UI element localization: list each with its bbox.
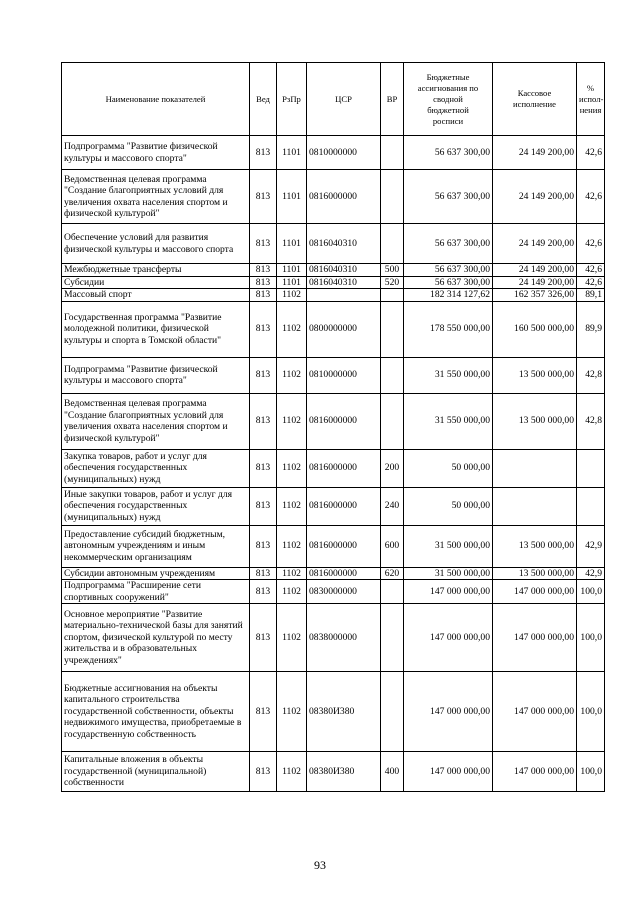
row-vr [381,136,404,170]
row-name: Подпрограмма "Развитие физической культуры и массового спорта" [62,357,250,393]
row-rzpr: 1102 [277,449,307,487]
row-pct: 42,6 [577,276,605,289]
header-budget-line: ассигнования по [417,82,479,93]
table-row [62,487,605,525]
row-budget: 147 000 000,00 [404,752,493,792]
row-pct: 42,8 [577,393,605,449]
row-budget: 56 637 300,00 [404,264,493,277]
row-budget: 31 500 000,00 [404,567,493,580]
row-vr [381,301,404,357]
row-rzpr: 1101 [277,264,307,277]
row-ved: 813 [250,170,277,224]
row-budget: 147 000 000,00 [404,580,493,604]
table-row [62,170,605,224]
row-pct: 100,0 [577,672,605,752]
row-budget: 182 314 127,62 [404,289,493,302]
budget-execution-table [61,62,605,792]
row-pct [577,449,605,487]
row-rzpr: 1102 [277,289,307,302]
row-vr: 240 [381,487,404,525]
row-cash: 13 500 000,00 [493,525,577,567]
row-name: Бюджетные ассигнования на объекты капитального строительства государственной собственности, объекты недвижимого имущества, приобретаемые в государственную собственность [62,672,250,752]
header-cash [493,63,577,136]
row-rzpr: 1102 [277,604,307,672]
row-ved: 813 [250,672,277,752]
row-name: Государственная программа "Развитие молодежной политики, физической культуры и спорта в Томской области" [62,301,250,357]
header-budget-line: бюджетной [427,104,469,115]
row-vr [381,604,404,672]
row-cash: 13 500 000,00 [493,393,577,449]
row-ved: 813 [250,449,277,487]
row-name: Ведомственная целевая программа "Создание благоприятных условий для увеличения охвата населения спортом и физической культурой" [62,170,250,224]
row-name: Подпрограмма "Развитие физической культуры и массового спорта" [62,136,250,170]
row-budget: 50 000,00 [404,449,493,487]
row-budget: 147 000 000,00 [404,672,493,752]
header-name: Наименование показателей [62,63,250,136]
row-ved: 813 [250,276,277,289]
header-budget-line: Бюджетные [426,71,470,82]
row-pct: 42,8 [577,357,605,393]
table-row [62,136,605,170]
row-cash [493,449,577,487]
row-rzpr: 1102 [277,393,307,449]
row-name: Подпрограмма "Расширение сети спортивных сооружений" [62,580,250,604]
row-vr [381,357,404,393]
row-vr: 620 [381,567,404,580]
row-rzpr: 1102 [277,567,307,580]
table-row [62,567,605,580]
row-csr: 0838000000 [307,604,381,672]
table-row [62,752,605,792]
row-vr [381,580,404,604]
row-ved: 813 [250,136,277,170]
row-pct: 42,6 [577,136,605,170]
row-csr: 0816000000 [307,393,381,449]
row-name: Межбюджетные трансферты [62,264,250,277]
row-csr: 0816040310 [307,276,381,289]
row-rzpr: 1101 [277,224,307,264]
table-row [62,393,605,449]
page-number: 93 [314,858,326,872]
header-pct [577,63,605,136]
header-vr: ВР [381,63,404,136]
row-cash: 24 149 200,00 [493,224,577,264]
header-pct-line: испол- [579,93,604,104]
row-csr: 0816000000 [307,487,381,525]
row-cash: 24 149 200,00 [493,264,577,277]
row-cash: 24 149 200,00 [493,276,577,289]
row-vr: 520 [381,276,404,289]
row-csr [307,289,381,302]
header-csr: ЦСР [307,63,381,136]
row-ved: 813 [250,487,277,525]
table-row [62,525,605,567]
header-pct-line: нения [579,104,602,115]
row-name: Ведомственная целевая программа "Создание благоприятных условий для увеличения охвата населения спортом и физической культурой" [62,393,250,449]
row-budget: 178 550 000,00 [404,301,493,357]
row-rzpr: 1102 [277,672,307,752]
row-ved: 813 [250,580,277,604]
row-csr: 0810000000 [307,357,381,393]
row-ved: 813 [250,393,277,449]
row-cash: 13 500 000,00 [493,357,577,393]
row-vr: 600 [381,525,404,567]
header-pct-line: % [586,82,595,93]
row-ved: 813 [250,604,277,672]
row-name: Закупка товаров, работ и услуг для обеспечения государственных (муниципальных) нужд [62,449,250,487]
row-pct: 42,6 [577,264,605,277]
row-vr: 500 [381,264,404,277]
row-cash: 24 149 200,00 [493,136,577,170]
row-cash: 162 357 326,00 [493,289,577,302]
row-ved: 813 [250,289,277,302]
row-budget: 56 637 300,00 [404,224,493,264]
row-csr: 0816000000 [307,525,381,567]
row-vr [381,289,404,302]
row-name: Массовый спорт [62,289,250,302]
row-cash: 147 000 000,00 [493,672,577,752]
row-pct: 42,6 [577,170,605,224]
row-rzpr: 1101 [277,136,307,170]
header-budget [404,63,493,136]
header-budget-line: росписи [432,115,464,126]
header-cash-line: исполнение [513,99,556,109]
row-cash [493,487,577,525]
row-rzpr: 1101 [277,276,307,289]
header-rzpr: РзПр [277,63,307,136]
row-rzpr: 1101 [277,170,307,224]
row-budget: 147 000 000,00 [404,604,493,672]
row-cash: 24 149 200,00 [493,170,577,224]
row-csr: 0816000000 [307,567,381,580]
row-name: Капитальные вложения в объекты государственной (муниципальной) собственности [62,752,250,792]
row-csr: 0800000000 [307,301,381,357]
row-budget: 56 637 300,00 [404,136,493,170]
row-name: Основное мероприятие "Развитие материально-технической базы для занятий спортом, физической культурой по месту жительства и в образовательных учреждениях" [62,604,250,672]
row-pct: 42,9 [577,525,605,567]
table-row [62,672,605,752]
table-row [62,357,605,393]
row-cash: 13 500 000,00 [493,567,577,580]
row-rzpr: 1102 [277,525,307,567]
row-pct: 42,9 [577,567,605,580]
row-pct: 42,6 [577,224,605,264]
row-pct [577,487,605,525]
row-vr [381,170,404,224]
row-name: Субсидии автономным учреждениям [62,567,250,580]
row-ved: 813 [250,525,277,567]
header-budget-line: сводной [433,93,463,104]
row-vr [381,393,404,449]
row-budget: 31 550 000,00 [404,393,493,449]
row-vr: 400 [381,752,404,792]
row-ved: 813 [250,752,277,792]
table-row [62,301,605,357]
row-name: Обеспечение условий для развития физической культуры и массового спорта [62,224,250,264]
row-cash: 160 500 000,00 [493,301,577,357]
row-csr: 08380И380 [307,752,381,792]
row-name: Иные закупки товаров, работ и услуг для обеспечения государственных (муниципальных) нужд [62,487,250,525]
row-rzpr: 1102 [277,487,307,525]
table-row [62,264,605,277]
row-budget: 56 637 300,00 [404,276,493,289]
row-ved: 813 [250,224,277,264]
table-row [62,604,605,672]
row-name: Предоставление субсидий бюджетным, автономным учреждениям и иным некоммерческим организациям [62,525,250,567]
row-pct: 89,9 [577,301,605,357]
row-csr: 0816040310 [307,224,381,264]
row-ved: 813 [250,264,277,277]
table-row [62,580,605,604]
row-budget: 50 000,00 [404,487,493,525]
row-vr: 200 [381,449,404,487]
row-cash: 147 000 000,00 [493,604,577,672]
row-ved: 813 [250,301,277,357]
row-pct: 89,1 [577,289,605,302]
header-ved: Вед [250,63,277,136]
row-pct: 100,0 [577,604,605,672]
row-budget: 31 500 000,00 [404,525,493,567]
row-pct: 100,0 [577,752,605,792]
row-budget: 31 550 000,00 [404,357,493,393]
table-row [62,289,605,302]
header-cash-line: Кассовое [517,88,552,98]
row-budget: 56 637 300,00 [404,170,493,224]
row-ved: 813 [250,567,277,580]
row-csr: 08380И380 [307,672,381,752]
row-csr: 0816040310 [307,264,381,277]
row-csr: 0830000000 [307,580,381,604]
row-cash: 147 000 000,00 [493,752,577,792]
table-row [62,276,605,289]
table-row [62,449,605,487]
table-header-row [62,63,605,136]
row-vr [381,672,404,752]
row-rzpr: 1102 [277,580,307,604]
row-csr: 0816000000 [307,449,381,487]
row-rzpr: 1102 [277,357,307,393]
row-name: Субсидии [62,276,250,289]
row-rzpr: 1102 [277,301,307,357]
row-vr [381,224,404,264]
row-csr: 0816000000 [307,170,381,224]
table-row [62,224,605,264]
row-csr: 0810000000 [307,136,381,170]
row-cash: 147 000 000,00 [493,580,577,604]
row-pct: 100,0 [577,580,605,604]
row-ved: 813 [250,357,277,393]
row-rzpr: 1102 [277,752,307,792]
